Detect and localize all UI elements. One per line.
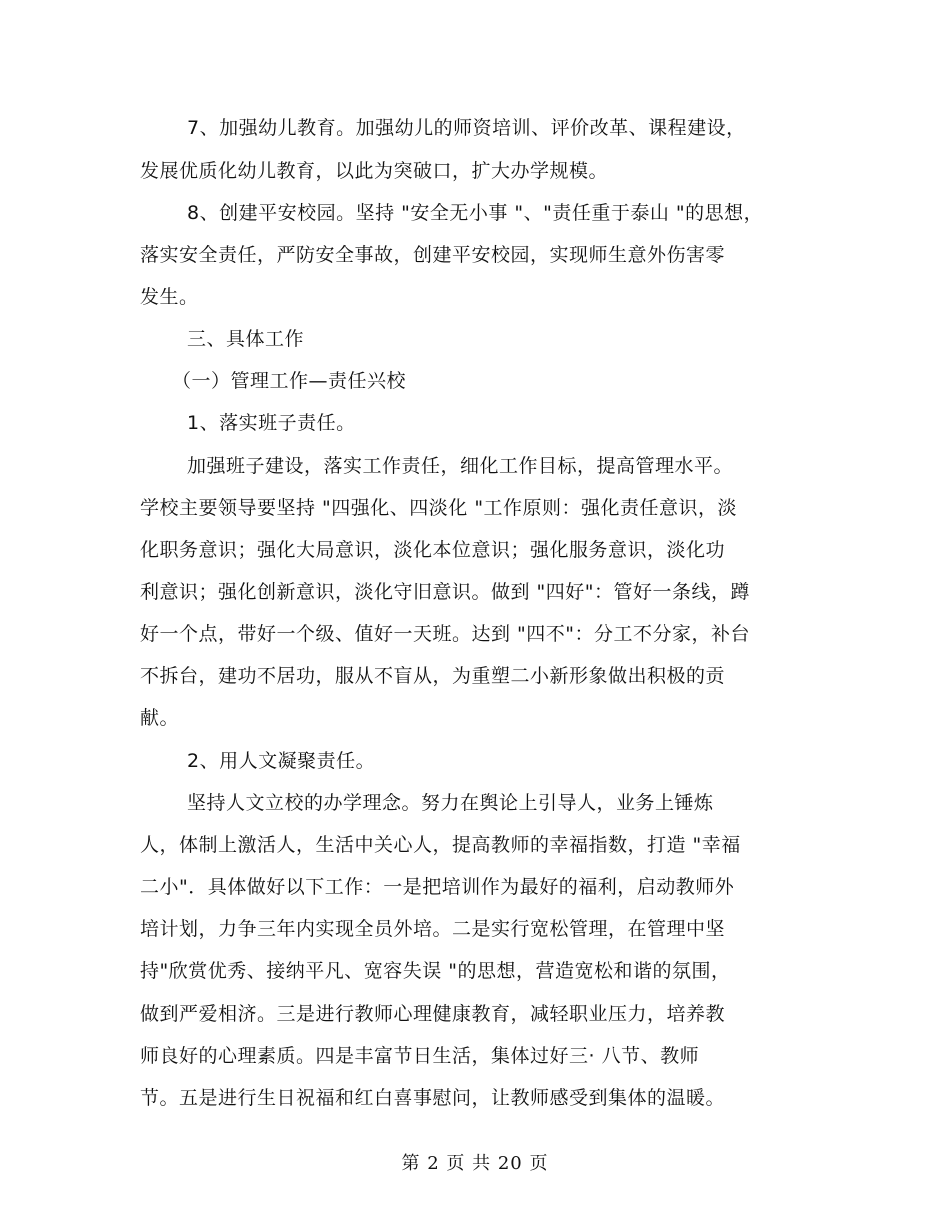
text-line: 二小"．具体做好以下工作：一是把培训作为最好的福利，启动教师外 bbox=[140, 876, 735, 898]
text-line: 化职务意识；强化大局意识，淡化本位意识；强化服务意识，淡化功 bbox=[140, 539, 726, 561]
text-line: 好一个点，带好一个级、值好一天班。达到 "四不"：分工不分家，补台 bbox=[140, 623, 751, 645]
text-line: 8、创建平安校园。坚持 "安全无小事 "、"责任重于泰山 "的思想， bbox=[187, 202, 764, 224]
text-line: 发生。 bbox=[140, 286, 199, 308]
text-line: 加强班子建设，落实工作责任，细化工作目标，提高管理水平。 bbox=[187, 455, 734, 477]
section-heading: 三、具体工作 bbox=[187, 328, 305, 350]
text-line: 落实安全责任，严防安全事故，创建平安校园，实现师生意外伤害零 bbox=[140, 244, 726, 266]
item-heading: 2、用人文凝聚责任。 bbox=[187, 750, 376, 772]
text-line: 培计划，力争三年内实现全员外培。二是实行宽松管理，在管理中坚 bbox=[140, 918, 726, 940]
text-line: 做到严爱相济。三是进行教师心理健康教育，减轻职业压力，培养教 bbox=[140, 1003, 726, 1025]
text-line: 持"欣赏优秀、接纳平凡、宽容失误 "的思想，营造宽松和谐的氛围， bbox=[140, 960, 731, 982]
subsection-heading: （一）管理工作—责任兴校 bbox=[172, 370, 407, 392]
text-line: 节。五是进行生日祝福和红白喜事慰问，让教师感受到集体的温暖。 bbox=[140, 1087, 726, 1109]
item-heading: 1、落实班子责任。 bbox=[187, 412, 356, 434]
text-line: 坚持人文立校的办学理念。努力在舆论上引导人，业务上锤炼 bbox=[187, 792, 714, 814]
text-line: 发展优质化幼儿教育，以此为突破口，扩大办学规模。 bbox=[140, 160, 609, 182]
text-line: 利意识；强化创新意识，淡化守旧意识。做到 "四好"：管好一条线，蹲 bbox=[140, 581, 751, 603]
text-line: 献。 bbox=[140, 707, 180, 729]
page-number-footer: 第 2 页 共 20 页 bbox=[401, 1153, 549, 1174]
text-line: 7、加强幼儿教育。加强幼儿的师资培训、评价改革、课程建设， bbox=[187, 117, 746, 139]
text-line: 学校主要领导要坚持 "四强化、四淡化 "工作原则：强化责任意识，淡 bbox=[140, 497, 738, 519]
text-line: 不拆台，建功不居功，服从不盲从，为重塑二小新形象做出积极的贡 bbox=[140, 665, 726, 687]
text-line: 师良好的心理素质。四是丰富节日生活，集体过好三· 八节、教师 bbox=[140, 1045, 700, 1067]
text-line: 人，体制上激活人，生活中关心人，提高教师的幸福指数，打造 "幸福 bbox=[140, 834, 741, 856]
